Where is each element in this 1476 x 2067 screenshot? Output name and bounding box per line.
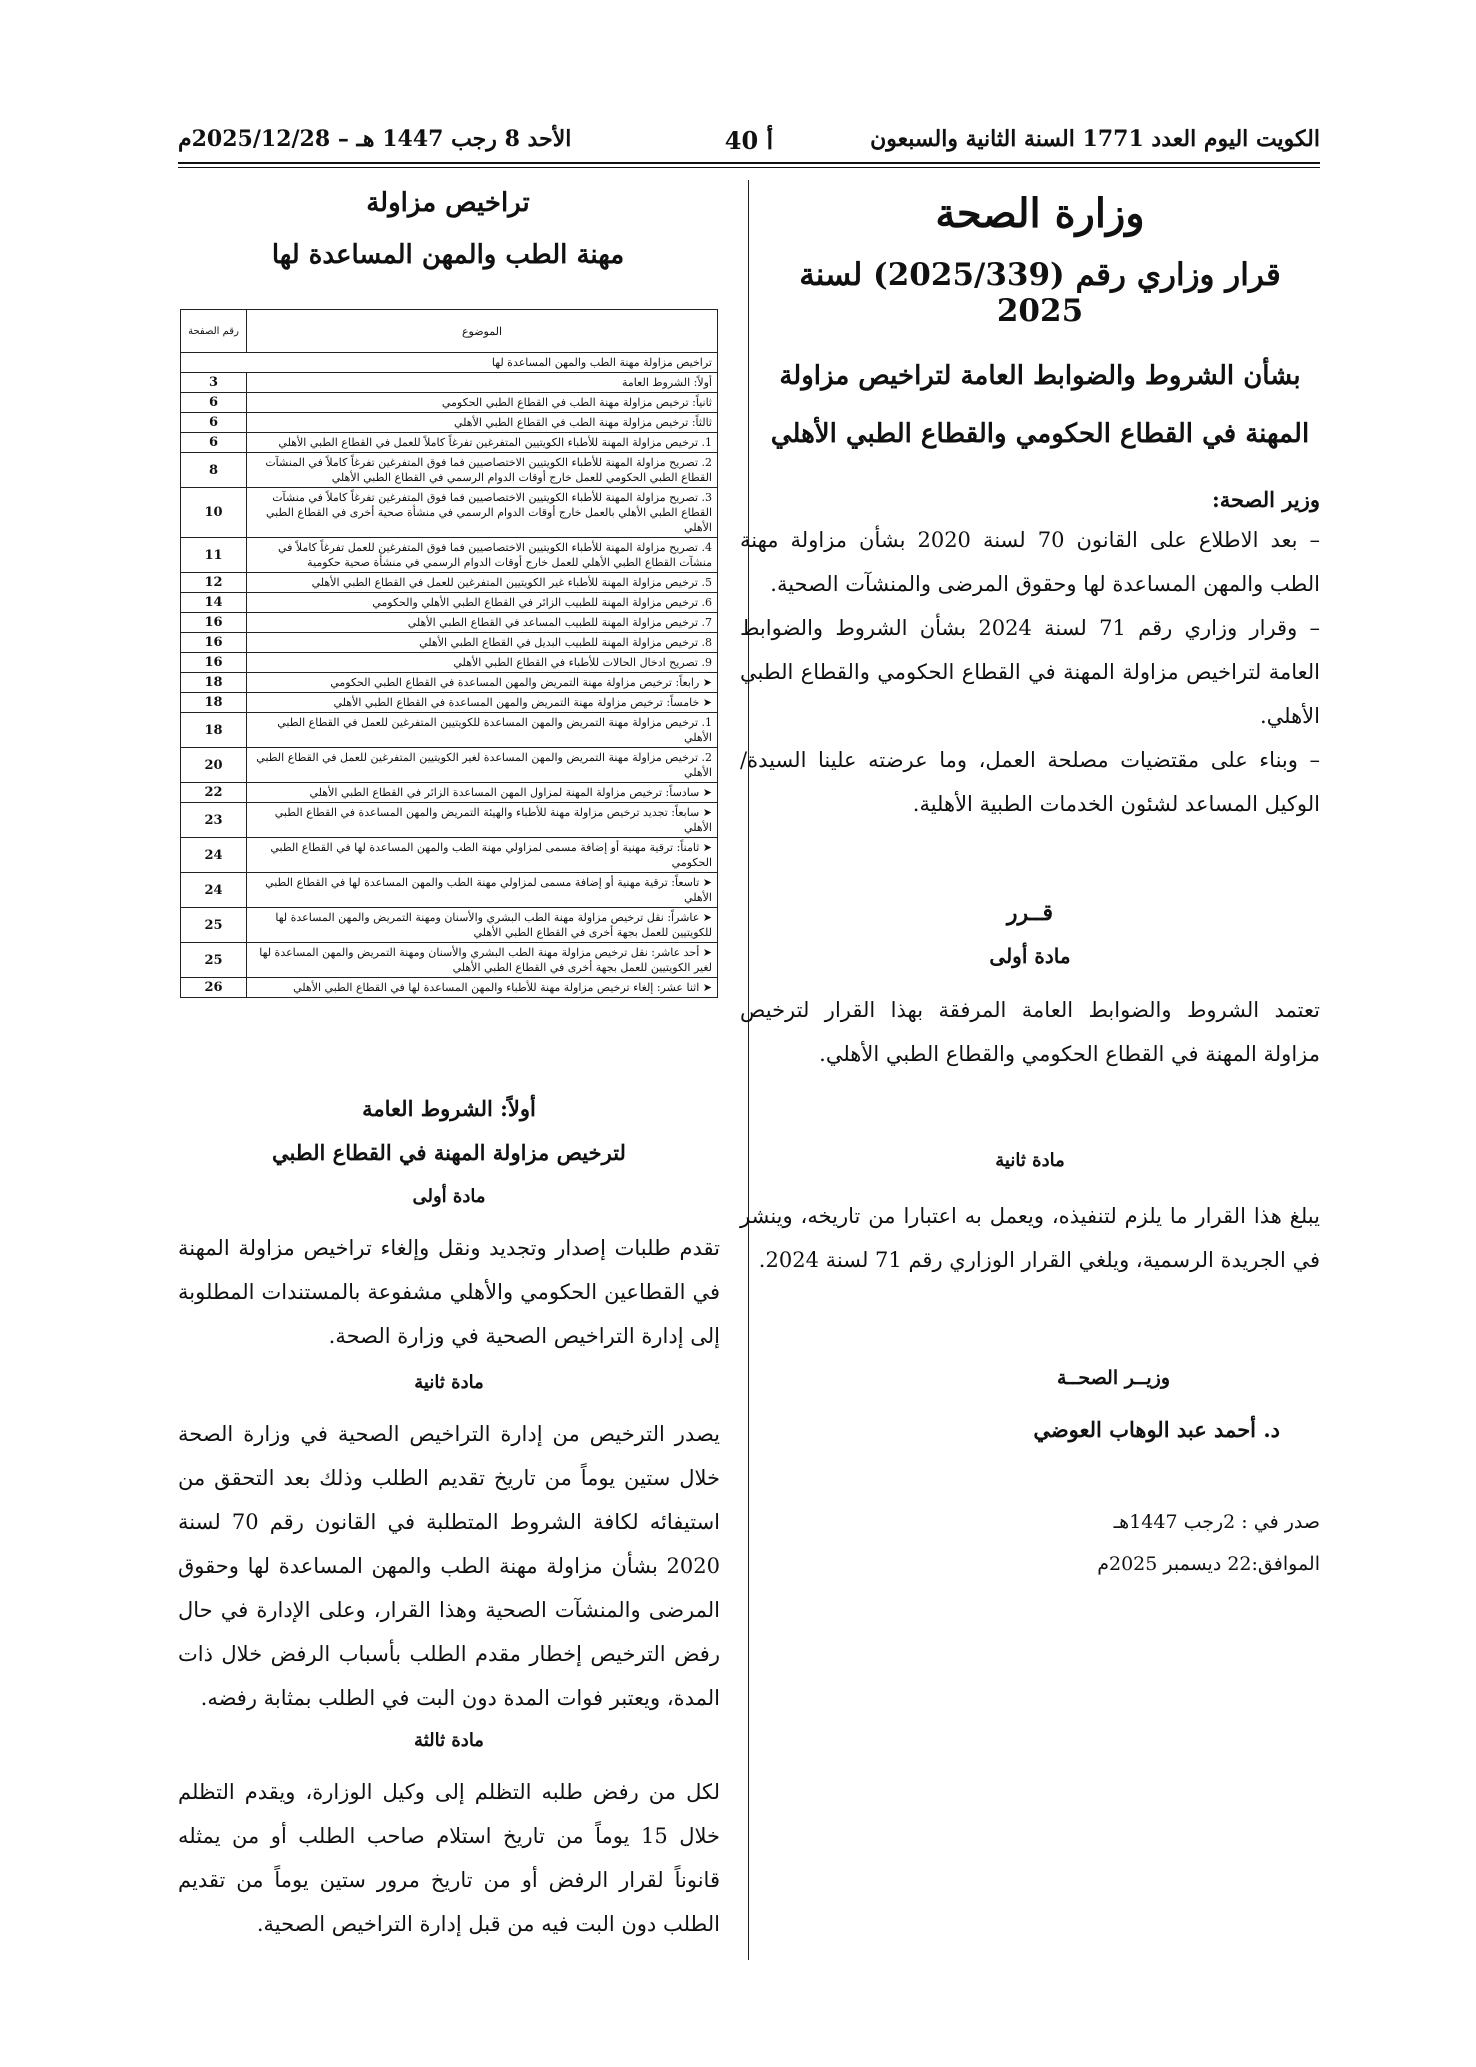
licenses-title-2: مهنة الطب والمهن المساعدة لها bbox=[271, 240, 625, 270]
toc-page-cell: 11 bbox=[181, 538, 247, 573]
section-article-1-title: مادة أولى bbox=[412, 1186, 486, 1207]
article-1-body: تعتمد الشروط والضوابط العامة المرفقة بهذا القرار لترخيص مزاولة المهنة في القطاع الحكومي والقطاع الطبي الأهلي. bbox=[740, 998, 1320, 1066]
signature-name: د. أحمد عبد الوهاب العوضي bbox=[1033, 1417, 1280, 1442]
page-number: أ 40 bbox=[724, 126, 774, 155]
toc-subject-cell: 8. ترخيص مزاولة المهنة للطبيب البديل في القطاع الطبي الأهلي bbox=[247, 633, 718, 653]
toc-subject-cell: ثانياً: ترخيص مزاولة مهنة الطب في القطاع الطبي الحكومي bbox=[247, 393, 718, 413]
preamble-recommendation: – وبناء على مقتضيات مصلحة العمل، وما عرضته علينا السيدة/ الوكيل المساعد لشئون الخدمات الطبية الأهلية. bbox=[740, 748, 1320, 816]
toc-subject-cell: ➤ أحد عاشر: نقل ترخيص مزاولة مهنة الطب البشري والأسنان ومهنة التمريض والمهن المساعدة لها لغير الكويتيين للعمل بجهة أخرى في القطاع الطبي الأهلي bbox=[247, 943, 718, 978]
toc-page-cell: 22 bbox=[181, 783, 247, 803]
table-row bbox=[181, 978, 718, 998]
toc-page-cell: 16 bbox=[181, 633, 247, 653]
toc-page-cell: 12 bbox=[181, 573, 247, 593]
issue-date: الأحد 8 رجب 1447 هـ – 2025/12/28م bbox=[178, 126, 572, 152]
toc-page-cell: 26 bbox=[181, 978, 247, 998]
toc-subject-cell: 3. تصريح مزاولة المهنة للأطباء الكويتيين الاختصاصيين فما فوق المتفرغين تفرغاً كاملاً في منشآت القطاع الطبي الأهلي بالعمل خارج أوقات الدوام الرسمي في منشأة صحية أخرى في القطاع الطبي الأهلي bbox=[247, 488, 718, 538]
toc-header-subject: الموضوع bbox=[247, 310, 718, 353]
article-1-text bbox=[740, 988, 1320, 1076]
toc-page-cell: 6 bbox=[181, 433, 247, 453]
issued-date: صدر في : 2رجب 1447هـ bbox=[1113, 1511, 1320, 1533]
general-conditions-subtitle: لترخيص مزاولة المهنة في القطاع الطبي bbox=[272, 1140, 626, 1165]
toc-page-cell: 24 bbox=[181, 873, 247, 908]
toc-subject-cell: ➤ اثنا عشر: إلغاء ترخيص مزاولة مهنة للأطباء والمهن المساعدة لها في القطاع الطبي الأهلي bbox=[247, 978, 718, 998]
header-rule-thin bbox=[178, 167, 1320, 168]
table-row bbox=[181, 653, 718, 673]
toc-header-row bbox=[181, 310, 718, 353]
table-row bbox=[181, 803, 718, 838]
table-row bbox=[181, 538, 718, 573]
toc-page-cell: 10 bbox=[181, 488, 247, 538]
toc-page-cell: 8 bbox=[181, 453, 247, 488]
table-row bbox=[181, 783, 718, 803]
toc-subject-cell: ثالثاً: ترخيص مزاولة مهنة الطب في القطاع الطبي الأهلي bbox=[247, 413, 718, 433]
toc-page-cell: 25 bbox=[181, 943, 247, 978]
toc-subject-cell: ➤ رابعاً: ترخيص مزاولة مهنة التمريض والمهن المساعدة في القطاع الطبي الحكومي bbox=[247, 673, 718, 693]
toc-subject-cell: 2. تصريح مزاولة المهنة للأطباء الكويتيين الاختصاصيين فما فوق المتفرغين تفرغاً كاملاً في المنشآت القطاع الطبي الحكومي للعمل خارج أوقات الدوام الرسمي في القطاع الطبي الأهلي bbox=[247, 453, 718, 488]
decided-label: قــرر bbox=[1006, 900, 1054, 926]
toc-subject-cell: 9. تصريح ادخال الحالات للأطباء في القطاع الطبي الأهلي bbox=[247, 653, 718, 673]
table-row bbox=[181, 453, 718, 488]
toc-page-cell: 20 bbox=[181, 748, 247, 783]
section-article-2-text bbox=[178, 1412, 720, 1720]
table-row bbox=[181, 573, 718, 593]
section-article-3-body: لكل من رفض طلبه التظلم إلى وكيل الوزارة، ويقدم التظلم خلال 15 يوماً من تاريخ استلام صاحب الطلب أو من يمثله قانوناً لقرار الرفض أو من تاريخ مرور ستين يوماً من تقديم الطلب دون البت فيه من قبل إدارة التراخيص الصحية. bbox=[178, 1780, 720, 1936]
corresponding-date: الموافق:22 ديسمبر 2025م bbox=[1097, 1553, 1320, 1575]
table-row bbox=[181, 413, 718, 433]
toc-page-cell: 23 bbox=[181, 803, 247, 838]
article-1-title: مادة أولى bbox=[989, 944, 1071, 968]
preamble-decision: – وقرار وزاري رقم 71 لسنة 2024 بشأن الشروط والضوابط العامة لتراخيص مزاولة المهنة في القطاع الحكومي والقطاع الطبي الأهلي. bbox=[740, 616, 1320, 728]
toc-page-cell: 6 bbox=[181, 393, 247, 413]
table-row bbox=[181, 943, 718, 978]
toc-subject-cell: ➤ عاشراً: نقل ترخيص مزاولة مهنة الطب البشري والأسنان ومهنة التمريض والمهن المساعدة لها للكويتيين للعمل بجهة أخرى في القطاع الطبي الأهلي bbox=[247, 908, 718, 943]
signature-title: وزيــر الصحــة bbox=[1057, 1367, 1170, 1389]
toc-page-cell: 18 bbox=[181, 713, 247, 748]
toc-page-cell: 14 bbox=[181, 593, 247, 613]
minister-label: وزير الصحة: bbox=[1211, 487, 1320, 512]
preamble-law: – بعد الاطلاع على القانون 70 لسنة 2020 بشأن مزاولة مهنة الطب والمهن المساعدة لها وحقوق المرضى والمنشآت الصحية. bbox=[740, 528, 1320, 596]
toc-page-cell: 18 bbox=[181, 693, 247, 713]
table-row bbox=[181, 593, 718, 613]
section-article-1-body: تقدم طلبات إصدار وتجديد ونقل وإلغاء تراخيص مزاولة المهنة في القطاعين الحكومي والأهلي مشفوعة بالمستندات المطلوبة إلى إدارة التراخيص الصحية في وزارة الصحة. bbox=[178, 1236, 720, 1348]
section-article-3-title: مادة ثالثة bbox=[414, 1730, 484, 1751]
ministry-title: وزارة الصحة bbox=[935, 190, 1145, 237]
table-of-contents bbox=[180, 309, 718, 998]
table-row bbox=[181, 873, 718, 908]
article-2-text bbox=[740, 1194, 1320, 1282]
table-row bbox=[181, 613, 718, 633]
toc-page-cell: 16 bbox=[181, 613, 247, 633]
toc-subject-cell: 1. ترخيص مزاولة المهنة للأطباء الكويتيين المتفرغين تفرغاً كاملاً للعمل في القطاع الطبي الأهلي bbox=[247, 433, 718, 453]
toc-subject-cell: 1. ترخيص مزاولة مهنة التمريض والمهن المساعدة للكويتيين المتفرغين للعمل في القطاع الطبي الأهلي bbox=[247, 713, 718, 748]
toc-subject-cell: ➤ سادساً: ترخيص مزاولة المهنة لمزاول المهن المساعدة الزائر في القطاع الطبي الأهلي bbox=[247, 783, 718, 803]
section-article-1-text bbox=[178, 1226, 720, 1358]
toc-subject-cell: 6. ترخيص مزاولة المهنة للطبيب الزائر في القطاع الطبي الأهلي والحكومي bbox=[247, 593, 718, 613]
table-row bbox=[181, 748, 718, 783]
section-article-3-text bbox=[178, 1770, 720, 1946]
toc-subject-cell: ➤ ثامناً: ترقية مهنية أو إضافة مسمى لمزاولي مهنة الطب والمهن المساعدة لها في القطاع الطبي الحكومي bbox=[247, 838, 718, 873]
section-article-2-body: يصدر الترخيص من إدارة التراخيص الصحية في وزارة الصحة خلال ستين يوماً من تاريخ تقديم الطلب وذلك بعد التحقق من استيفائه لكافة الشروط المتطلبة في القانون رقم 70 لسنة 2020 بشأن مزاولة مهنة الطب والمهن المساعدة لها وحقوق المرضى والمنشآت الصحية وهذا القرار، وعلى الإدارة في حال رفض الترخيص إخطار مقدم الطلب بأسباب الرفض خلال ذات المدة، ويعتبر فوات المدة دون البت في الطلب بمثابة رفضه. bbox=[178, 1422, 720, 1710]
toc-subject-cell: 2. ترخيص مزاولة مهنة التمريض والمهن المساعدة لغير الكويتيين المتفرغين للعمل في القطاع الطبي الأهلي bbox=[247, 748, 718, 783]
toc-subject-cell: ➤ سابعاً: تجديد ترخيص مزاولة مهنة للأطباء والهيئة التمريض والمهن المساعدة في القطاع الطبي الأهلي bbox=[247, 803, 718, 838]
toc-subject-cell: 4. تصريح مزاولة المهنة للأطباء الكويتيين الاختصاصيين فما فوق المتفرغين للعمل تفرغاً كاملاً في منشآت القطاع الطبي الأهلي للعمل خارج أوقات الدوام الرسمي في منشأة صحية حكومية bbox=[247, 538, 718, 573]
toc-header-page: رقم الصفحة bbox=[181, 310, 247, 353]
newspaper-issue: الكويت اليوم العدد 1771 السنة الثانية والسبعون bbox=[870, 126, 1320, 152]
toc-page-cell: 24 bbox=[181, 838, 247, 873]
toc-subject-cell: 7. ترخيص مزاولة المهنة للطبيب المساعد في القطاع الطبي الأهلي bbox=[247, 613, 718, 633]
article-2-title: مادة ثانية bbox=[995, 1150, 1065, 1171]
toc-page-cell: 18 bbox=[181, 673, 247, 693]
toc-subject-cell: تراخيص مزاولة مهنة الطب والمهن المساعدة لها bbox=[181, 353, 718, 373]
toc-page-cell: 3 bbox=[181, 373, 247, 393]
table-row bbox=[181, 433, 718, 453]
toc-subject-cell: 5. ترخيص مزاولة المهنة للأطباء غير الكويتيين المتفرغين للعمل في القطاع الطبي الأهلي bbox=[247, 573, 718, 593]
toc-subject-cell: أولاً: الشروط العامة bbox=[247, 373, 718, 393]
decision-subject-line-1: بشأن الشروط والضوابط العامة لتراخيص مزاولة bbox=[779, 361, 1301, 391]
toc-subject-cell: ➤ خامساً: ترخيص مزاولة مهنة التمريض والمهن المساعدة في القطاع الطبي الأهلي bbox=[247, 693, 718, 713]
table-row bbox=[181, 633, 718, 653]
page-header bbox=[178, 118, 1320, 164]
toc-subject-cell: ➤ تاسعاً: ترقية مهنية أو إضافة مسمى لمزاولي مهنة الطب والمهن المساعدة لها في القطاع الطبي الأهلي bbox=[247, 873, 718, 908]
table-row bbox=[181, 373, 718, 393]
table-row bbox=[181, 673, 718, 693]
decision-number: قرار وزاري رقم (2025/339) لسنة 2025 bbox=[799, 257, 1281, 329]
toc-page-cell: 16 bbox=[181, 653, 247, 673]
toc-page-cell: 6 bbox=[181, 413, 247, 433]
table-row bbox=[181, 488, 718, 538]
table-row bbox=[181, 713, 718, 748]
table-row bbox=[181, 838, 718, 873]
section-article-2-title: مادة ثانية bbox=[414, 1372, 484, 1393]
table-row bbox=[181, 393, 718, 413]
table-row bbox=[181, 693, 718, 713]
table-row bbox=[181, 908, 718, 943]
toc-page-cell: 25 bbox=[181, 908, 247, 943]
header-rule bbox=[178, 162, 1320, 164]
decision-subject-line-2: المهنة في القطاع الحكومي والقطاع الطبي الأهلي bbox=[770, 419, 1310, 449]
article-2-body: يبلغ هذا القرار ما يلزم لتنفيذه، ويعمل به اعتبارا من تاريخه، وينشر في الجريدة الرسمية، ويلغي القرار الوزاري رقم 71 لسنة 2024. bbox=[740, 1204, 1320, 1272]
licenses-title-1: تراخيص مزاولة bbox=[366, 188, 530, 218]
decision-preamble bbox=[740, 518, 1320, 826]
general-conditions-title: أولاً: الشروط العامة bbox=[362, 1096, 536, 1121]
table-row bbox=[181, 353, 718, 373]
decision-heading bbox=[760, 190, 1320, 463]
